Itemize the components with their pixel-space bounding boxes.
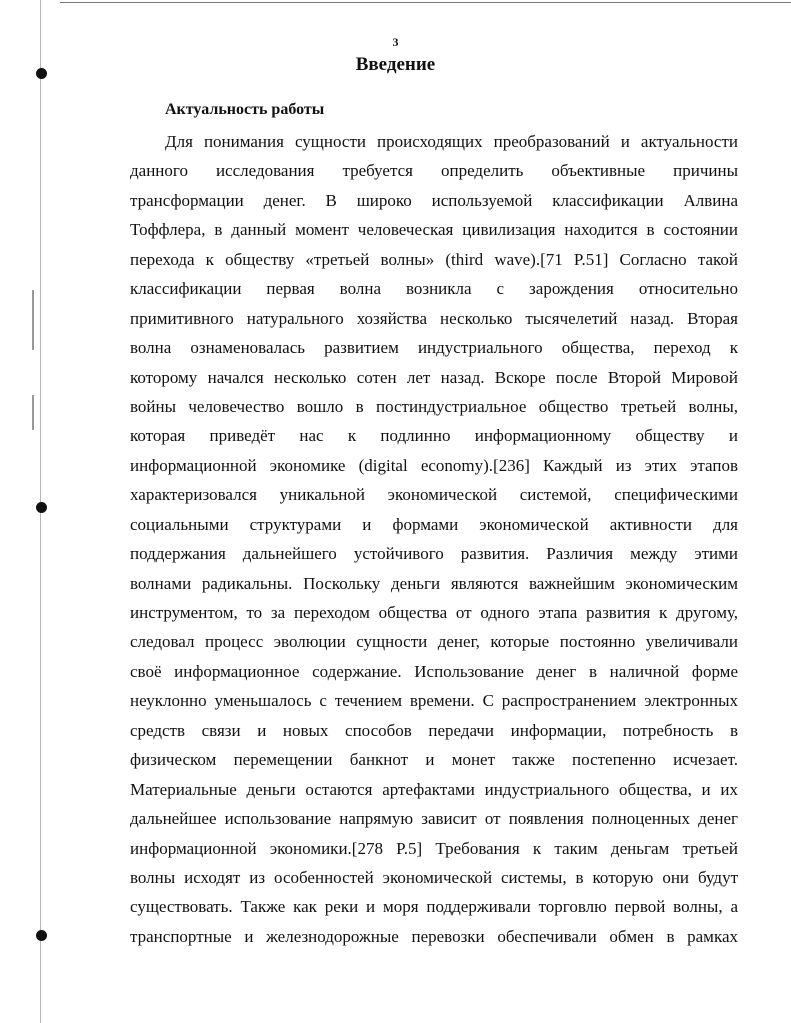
text-line: Для понимания сущности происходящих преобразований и актуальности	[165, 132, 738, 151]
scan-artifact-mark	[32, 290, 34, 350]
text-line: следовал процесс эволюции сущности денег, которые постоянно увеличивали	[130, 632, 738, 652]
text-line: Материальные деньги остаются артефактами индустриального общества, и их	[130, 779, 738, 799]
text-line: неуклонно уменьшалось с течением времени. С распространением электронных	[130, 691, 738, 711]
text-line: социальными структурами и формами экономической активности для	[130, 514, 738, 534]
binder-punch-hole	[36, 930, 47, 941]
text-line: примитивного натурального хозяйства несколько тысячелетий назад. Вторая	[130, 308, 738, 328]
text-line: Тоффлера, в данный момент человеческая цивилизация находится в состоянии	[130, 220, 738, 240]
text-line: средств связи и новых способов передачи информации, потребность в	[130, 720, 738, 740]
page-number: 3	[392, 35, 399, 49]
text-line: существовать. Также как реки и моря поддерживали торговлю первой волны, а	[130, 897, 738, 917]
text-line: волнами радикальны. Поскольку деньги являются важнейшим экономическим	[130, 573, 738, 593]
text-line: перехода к обществу «третьей волны» (third wave).[71 P.51] Согласно такой	[130, 249, 738, 269]
text-line: информационной экономике (digital economy).[236] Каждый из этих этапов	[130, 455, 738, 475]
text-line: которая приведёт нас к подлинно информационному обществу и	[130, 426, 738, 446]
text-line: дальнейшее использование напрямую зависит от появления полноценных денег	[130, 809, 738, 829]
page-title: Введение	[355, 54, 436, 75]
text-line: физическом перемещении банкнот и монет также постепенно исчезает.	[130, 750, 738, 770]
body-paragraph	[130, 127, 738, 951]
text-line: транспортные и железнодорожные перевозки обеспечивали обмен в рамках	[130, 926, 738, 946]
text-line: поддержания дальнейшего устойчивого развития. Различия между этими	[130, 544, 738, 564]
text-line: данного исследования требуется определить объективные причины	[130, 161, 738, 181]
section-heading: Актуальность работы	[165, 101, 325, 118]
text-line: своё информационное содержание. Использование денег в наличной форме	[130, 661, 738, 681]
text-line: трансформации денег. В широко используемой классификации Алвина	[130, 190, 738, 210]
text-line: которому начался несколько сотен лет назад. Вскоре после Второй Мировой	[130, 367, 738, 387]
text-line: волны исходят из особенностей экономической системы, в которую они будут	[130, 867, 738, 887]
text-line: классификации первая волна возникла с зарождения относительно	[130, 279, 738, 299]
scan-top-edge	[60, 2, 791, 3]
text-line: волна ознаменовалась развитием индустриального общества, переход к	[130, 338, 738, 358]
text-line: инструментом, то за переходом общества от одного этапа развития к другому,	[130, 603, 738, 622]
text-line: войны человечество вошло в постиндустриальное общество третьей волны,	[130, 396, 738, 416]
scan-artifact-mark	[32, 395, 34, 430]
binder-punch-hole	[36, 502, 47, 513]
text-line: характеризовался уникальной экономической системой, специфическими	[130, 485, 738, 505]
text-line: информационной экономики.[278 P.5] Требования к таким деньгам третьей	[130, 838, 738, 858]
